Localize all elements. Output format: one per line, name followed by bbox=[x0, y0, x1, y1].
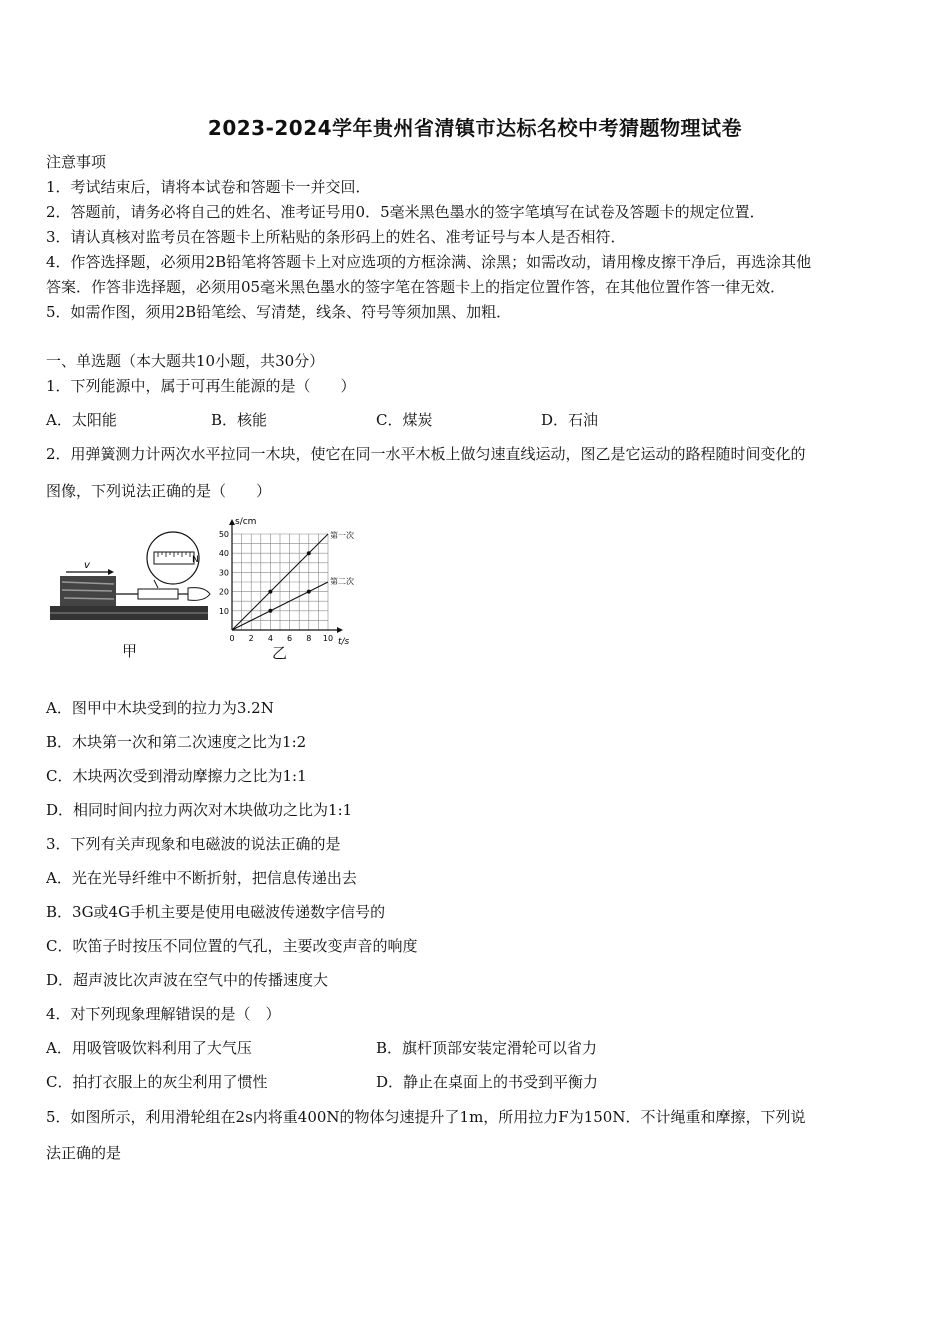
newton-unit: N bbox=[192, 555, 199, 565]
q3-option-d: D．超声波比次声波在空气中的传播速度大 bbox=[46, 971, 329, 989]
y-tick-label: 10 bbox=[218, 606, 229, 616]
q3-option-c: C．吹笛子时按压不同位置的气孔，主要改变声音的响度 bbox=[46, 937, 418, 955]
x-axis-label: t/s bbox=[338, 637, 350, 647]
x-axis-arrow bbox=[337, 627, 343, 633]
x-tick-label: 8 bbox=[306, 634, 312, 643]
question-3-stem: 3．下列有关声现象和电磁波的说法正确的是 bbox=[46, 835, 341, 853]
spring-scale bbox=[138, 589, 178, 599]
y-tick-label: 30 bbox=[218, 568, 229, 578]
notice-item: 3．请认真核对监考员在答题卡上所粘贴的条形码上的姓名、准考证号与本人是否相符． bbox=[46, 228, 626, 246]
notice-item: 2．答题前，请务必将自己的姓名、准考证号用0．5毫米黑色墨水的签字笔填写在试卷及答题卡的规定位置． bbox=[46, 203, 765, 221]
q3-option-a: A．光在光导纤维中不断折射，把信息传递出去 bbox=[46, 869, 357, 887]
q2-option-d: D．相同时间内拉力两次对木块做功之比为1:1 bbox=[46, 801, 353, 819]
q1-option-a: A．太阳能 bbox=[46, 411, 117, 429]
q4-option-b: B．旗杆顶部安装定滑轮可以省力 bbox=[376, 1039, 598, 1057]
x-tick-label: 6 bbox=[287, 634, 293, 643]
notice-item: 4．作答选择题，必须用2B铅笔将答题卡上对应选项的方框涂满、涂黑；如需改动，请用橡皮擦干净后，再选涂其他 bbox=[46, 253, 812, 271]
question-5-stem: 5．如图所示，利用滑轮组在2s内将重400N的物体匀速提升了1m，所用拉力F为150N．不计绳重和摩擦，下列说 bbox=[46, 1108, 806, 1126]
figure-jia-apparatus bbox=[46, 528, 216, 628]
figure-jia-label: 甲 bbox=[122, 642, 138, 660]
question-2-stem-cont: 图像，下列说法正确的是（ ） bbox=[46, 482, 272, 500]
x-tick-label: 2 bbox=[248, 634, 254, 643]
legend-label-1: 第一次 bbox=[330, 531, 354, 540]
series-point-1 bbox=[268, 590, 272, 594]
question-4-stem: 4．对下列现象理解错误的是（ ） bbox=[46, 1005, 281, 1023]
q4-option-c: C．拍打衣服上的灰尘利用了惯性 bbox=[46, 1073, 268, 1091]
st-graph bbox=[218, 510, 368, 650]
q1-option-b: B．核能 bbox=[211, 411, 268, 429]
q4-option-d: D．静止在桌面上的书受到平衡力 bbox=[376, 1073, 599, 1091]
y-tick-label: 40 bbox=[218, 549, 229, 559]
y-tick-label: 20 bbox=[218, 587, 229, 597]
notice-item: 1．考试结束后，请将本试卷和答题卡一并交回． bbox=[46, 178, 371, 196]
q1-option-d: D．石油 bbox=[541, 411, 599, 429]
q2-option-c: C．木块两次受到滑动摩擦力之比为1:1 bbox=[46, 767, 307, 785]
notice-heading: 注意事项 bbox=[46, 153, 107, 171]
figure-yi-label: 乙 bbox=[272, 644, 288, 662]
page-title: 2023-2024学年贵州省清镇市达标名校中考猜题物理试卷 bbox=[207, 116, 743, 140]
legend-label-2: 第二次 bbox=[330, 577, 354, 586]
x-tick-label: 0 bbox=[229, 634, 235, 643]
section-heading: 一、单选题（本大题共10小题，共30分） bbox=[46, 352, 325, 370]
question-5-stem-cont: 法正确的是 bbox=[46, 1144, 122, 1162]
q2-option-a: A．图甲中木块受到的拉力为3.2N bbox=[46, 699, 274, 717]
notice-item: 答案．作答非选择题，必须用05毫米黑色墨水的签字笔在答题卡上的指定位置作答，在其他位置作答一律无效． bbox=[46, 278, 786, 296]
series-point-1 bbox=[307, 551, 311, 555]
q2-option-b: B．木块第一次和第二次速度之比为1:2 bbox=[46, 733, 307, 751]
x-tick-label: 10 bbox=[322, 634, 334, 643]
x-tick-label: 4 bbox=[267, 634, 273, 643]
y-axis-label: s/cm bbox=[235, 517, 257, 527]
q4-option-a: A．用吸管吸饮料利用了大气压 bbox=[46, 1039, 252, 1057]
notice-item: 5．如需作图，须用2B铅笔绘、写清楚，线条、符号等须加黑、加粗． bbox=[46, 303, 512, 321]
velocity-label: v bbox=[84, 560, 90, 571]
q3-option-b: B．3G或4G手机主要是使用电磁波传递数字信号的 bbox=[46, 903, 386, 921]
hand bbox=[188, 588, 210, 601]
series-point-2 bbox=[307, 590, 311, 594]
q1-option-c: C．煤炭 bbox=[376, 411, 433, 429]
series-point-2 bbox=[268, 609, 272, 613]
y-tick-label: 50 bbox=[218, 530, 229, 539]
question-1-stem: 1．下列能源中，属于可再生能源的是（ ） bbox=[46, 377, 356, 395]
question-2-stem: 2．用弹簧测力计两次水平拉同一木块，使它在同一水平木板上做匀速直线运动，图乙是它运动的路程随时间变化的 bbox=[46, 445, 806, 463]
